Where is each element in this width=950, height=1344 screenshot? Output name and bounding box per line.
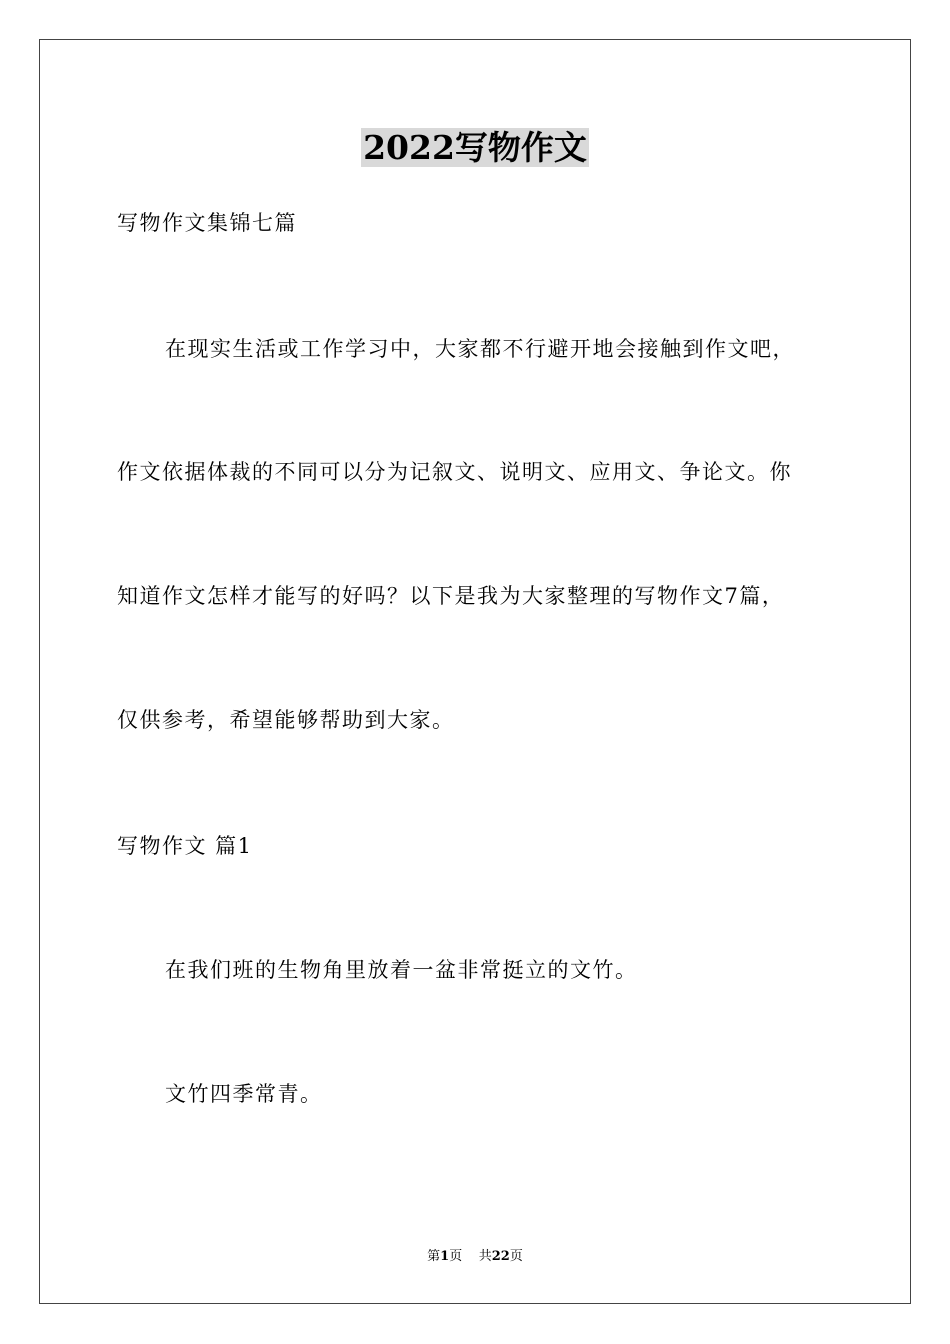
section-heading: 写物作文 篇1 — [117, 834, 253, 858]
footer-total-suffix: 页 — [509, 1249, 523, 1264]
document-title-text: 2022写物作文 — [363, 128, 587, 167]
intro-line-4: 仅供参考，希望能够帮助到大家。 — [117, 708, 455, 732]
page-footer — [0, 1248, 950, 1266]
intro-line-1: 在现实生活或工作学习中，大家都不行避开地会接触到作文吧， — [165, 337, 795, 361]
section-line-1: 在我们班的生物角里放着一盆非常挺立的文竹。 — [165, 958, 638, 982]
collection-subtitle: 写物作文集锦七篇 — [117, 211, 297, 235]
document-title — [0, 128, 950, 168]
intro-line-2: 作文依据体裁的不同可以分为记叙文、说明文、应用文、争论文。你 — [117, 460, 792, 484]
footer-total-prefix: 共 — [478, 1249, 492, 1264]
section-line-2: 文竹四季常青。 — [165, 1082, 323, 1106]
intro-line-3: 知道作文怎样才能写的好吗？以下是我为大家整理的写物作文7篇， — [117, 584, 785, 608]
footer-page-number: 1 — [440, 1249, 450, 1264]
footer-page-prefix: 第 — [427, 1249, 441, 1264]
footer-page-suffix: 页 — [449, 1249, 463, 1264]
footer-total-pages: 22 — [491, 1249, 510, 1264]
